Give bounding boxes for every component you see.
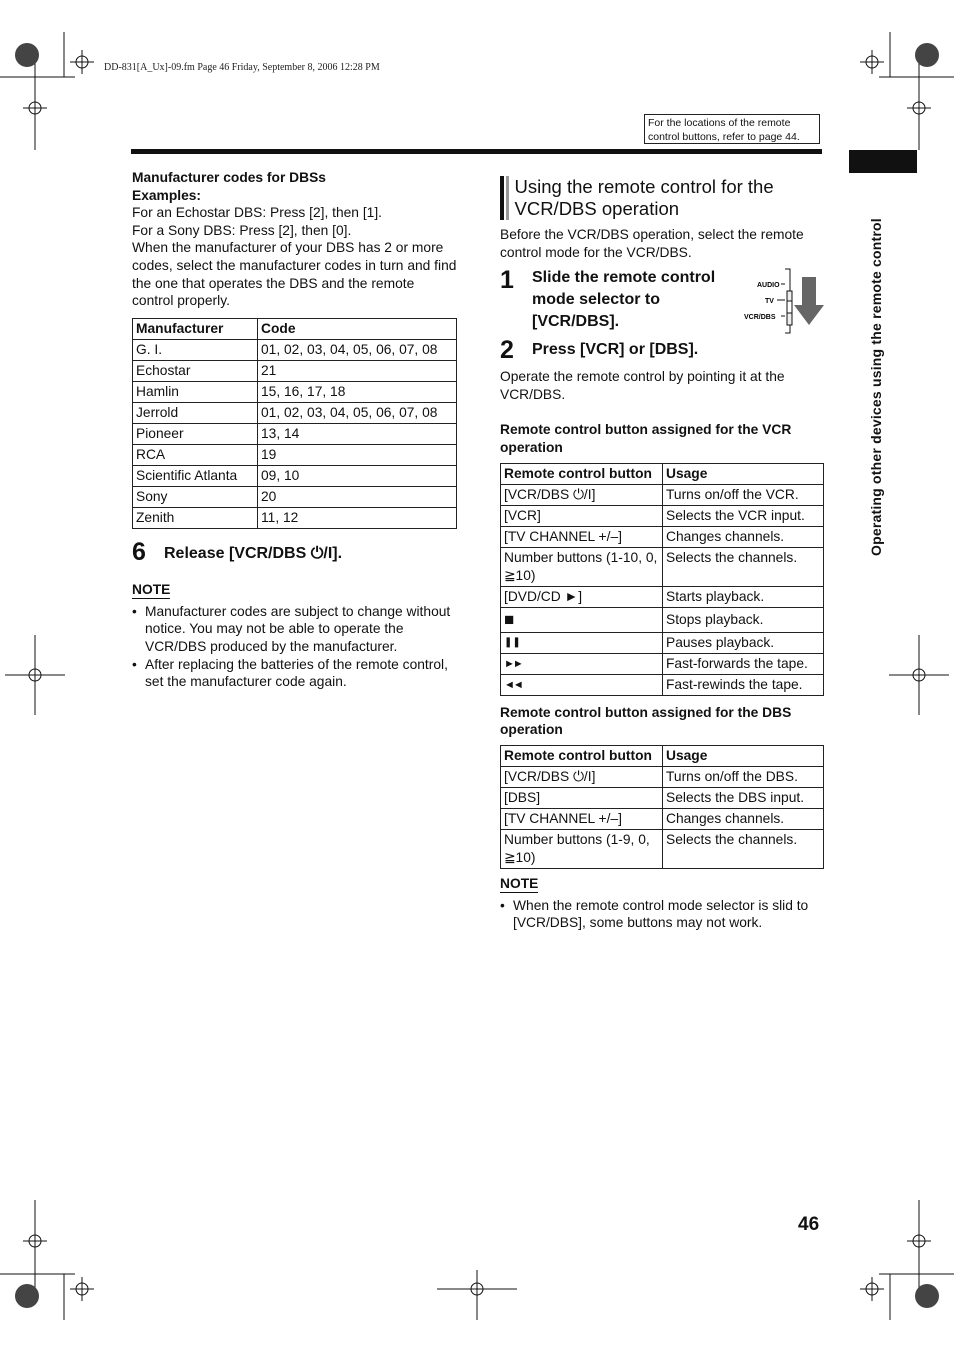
step-number: 1 [500,266,514,295]
table-row [501,632,824,653]
note-item: • Manufacturer codes are subject to change without notice. You may not be able to operate the VCR/DBS produced by the manufacturer. [132,603,457,656]
button-cell: Number buttons (1-10, 0, ≧10) [501,547,663,586]
step-text: Release [VCR/DBS ⏻/I]. [164,544,343,562]
button-cell: [VCR] [501,505,663,526]
usage-cell: Stops playback. [663,607,824,632]
code-cell: 01, 02, 03, 04, 05, 06, 07, 08 [258,402,457,423]
usage-cell: Changes channels. [663,808,824,829]
manufacturer-cell: Jerrold [133,402,258,423]
button-cell: [TV CHANNEL +/–] [501,526,663,547]
step-number: 6 [132,537,146,566]
manufacturer-cell: Scientific Atlanta [133,465,258,486]
table-header: Remote control button [501,745,663,766]
manufacturer-cell: Pioneer [133,423,258,444]
usage-cell: Selects the VCR input. [663,505,824,526]
button-cell: [VCR/DBS ⏻/I] [501,766,663,787]
table-header-row [501,745,824,766]
step-text: Slide the remote control mode selector to [VCR/DBS]. [532,269,716,331]
usage-cell: Changes channels. [663,526,824,547]
code-cell: 21 [258,360,457,381]
heading-bar [500,176,504,220]
usage-cell: Selects the channels. [663,829,824,868]
manufacturer-cell: G. I. [133,339,258,360]
side-section-title: Operating other devices using the remote control [868,218,884,556]
table-row [133,339,457,360]
note-heading: NOTE [500,875,539,891]
example-echostar: For an Echostar DBS: Press [2], then [1]. [132,205,382,221]
table-header: Code [258,318,457,339]
code-cell: 13, 14 [258,423,457,444]
stop-icon: ■ [501,607,663,632]
example-sony: For a Sony DBS: Press [2], then [0]. [132,222,352,238]
table-row [133,360,457,381]
button-cell: [TV CHANNEL +/–] [501,808,663,829]
rewind-icon: ◄◄ [501,674,663,695]
manufacturer-cell: Sony [133,486,258,507]
button-cell: [VCR/DBS ⏻/I] [501,484,663,505]
table-row [133,402,457,423]
manufacturer-cell: Zenith [133,507,258,528]
side-tab-marker [849,150,917,173]
selector-label-audio: AUDIO [757,282,780,290]
step-1 [500,267,824,337]
note-block [132,581,457,691]
table-row [501,808,824,829]
usage-cell: Turns on/off the DBS. [663,766,824,787]
table-row [133,444,457,465]
dbs-table-heading: Remote control button assigned for the DBS operation [500,704,792,738]
table-header: Usage [663,745,824,766]
vcr-button-table [500,463,824,696]
step-2 [500,337,824,363]
mode-selector-illustration [740,267,824,337]
table-row [501,586,824,607]
table-header: Manufacturer [133,318,258,339]
heading-bar [506,176,509,220]
table-row [133,381,457,402]
usage-cell: Selects the channels. [663,547,824,586]
page-number: 46 [798,1214,820,1235]
page-reference-box: For the locations of the remote control buttons, refer to page 44. [644,114,820,144]
usage-cell: Fast-rewinds the tape. [663,674,824,695]
examples-label: Examples: [132,187,202,203]
table-row [133,486,457,507]
top-rule [131,149,822,154]
vcr-table-heading: Remote control button assigned for the VCR operation [500,422,792,455]
table-row [501,674,824,695]
note-block [500,875,824,932]
button-cell: Number buttons (1-9, 0, ≧10) [501,829,663,868]
note-heading: NOTE [132,581,171,597]
manufacturer-cell: Echostar [133,360,258,381]
note-list [132,603,457,691]
table-row [501,484,824,505]
step-2-body: Operate the remote control by pointing it at the VCR/DBS. [500,369,785,402]
table-row [501,505,824,526]
table-row [133,423,457,444]
selector-label-vcrdbs: VCR/DBS [744,314,776,322]
left-column [132,169,457,691]
multiple-codes-paragraph: When the manufacturer of your DBS has 2 or more codes, select the manufacturer codes in turn and find the one that operates the DBS and the remote control properly. [132,240,457,309]
right-column [500,176,824,932]
manufacturer-cell: Hamlin [133,381,258,402]
table-header-row [133,318,457,339]
note-item: • When the remote control mode selector is slid to [VCR/DBS], some buttons may not work. [500,897,824,932]
code-cell: 01, 02, 03, 04, 05, 06, 07, 08 [258,339,457,360]
usage-cell: Starts playback. [663,586,824,607]
usage-cell: Pauses playback. [663,632,824,653]
table-row [501,547,824,586]
table-row [501,526,824,547]
code-cell: 15, 16, 17, 18 [258,381,457,402]
button-cell: [DBS] [501,787,663,808]
table-header: Remote control button [501,463,663,484]
fast-forward-icon: ►► [501,653,663,674]
file-header: DD-831[A_Ux]-09.fm Page 46 Friday, September 8, 2006 12:28 PM [104,62,380,73]
usage-cell: Selects the DBS input. [663,787,824,808]
manufacturer-cell: RCA [133,444,258,465]
table-row [133,507,457,528]
section-heading [500,176,824,220]
button-cell: [DVD/CD ►] [501,586,663,607]
table-row [501,829,824,868]
usage-cell: Turns on/off the VCR. [663,484,824,505]
code-cell: 11, 12 [258,507,457,528]
table-row [501,766,824,787]
table-header-row [501,463,824,484]
dbs-codes-heading: Manufacturer codes for DBSs [132,170,326,185]
manufacturer-code-table [132,318,457,529]
dbs-button-table [500,745,824,869]
code-cell: 19 [258,444,457,465]
code-cell: 20 [258,486,457,507]
table-row [501,607,824,632]
selector-label-tv: TV [765,298,774,306]
usage-cell: Fast-forwards the tape. [663,653,824,674]
code-cell: 09, 10 [258,465,457,486]
section-title: Using the remote control for the VCR/DBS operation [514,176,774,219]
table-row [133,465,457,486]
table-row [501,653,824,674]
table-row [501,787,824,808]
table-header: Usage [663,463,824,484]
note-item: • After replacing the batteries of the remote control, set the manufacturer code again. [132,656,457,691]
note-list [500,897,824,932]
step-6 [132,539,457,565]
intro-paragraph: Before the VCR/DBS operation, select the remote control mode for the VCR/DBS. [500,227,804,260]
step-text: Press [VCR] or [DBS]. [532,341,699,359]
pause-icon: ❚❚ [501,632,663,653]
step-number: 2 [500,336,514,365]
